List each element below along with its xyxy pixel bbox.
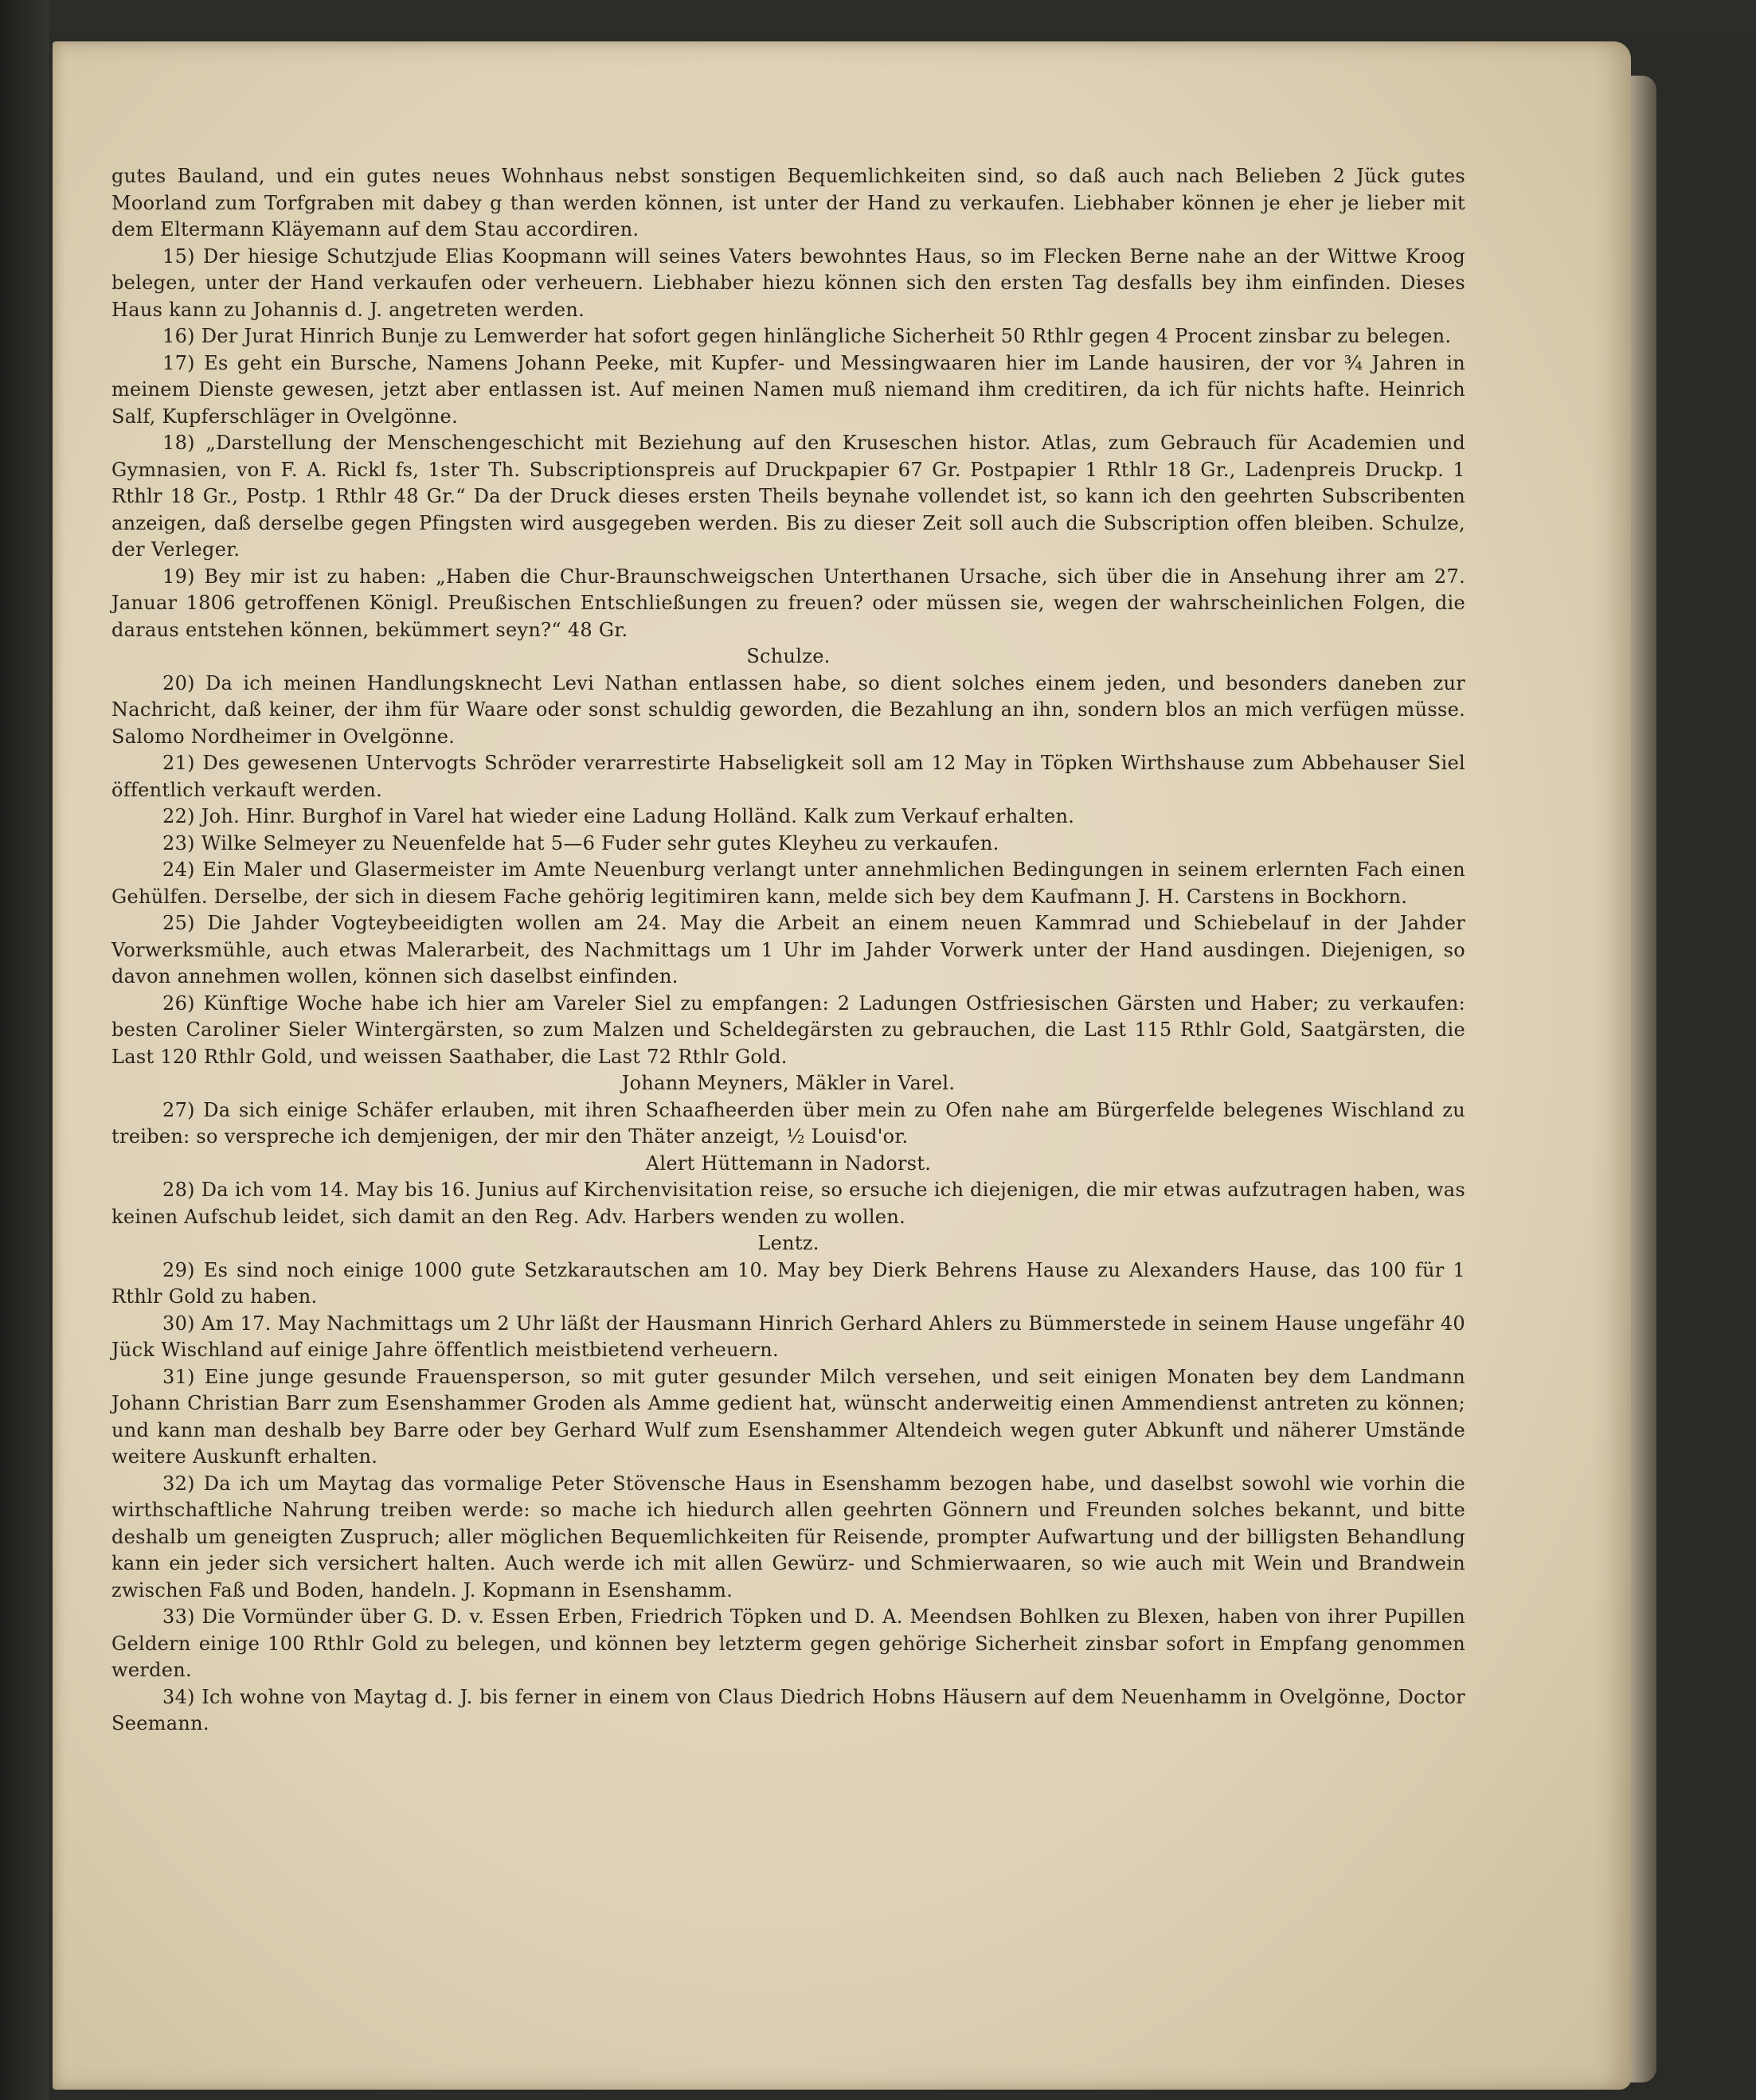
notice-entry: 23) Wilke Selmeyer zu Neuenfelde hat 5—6 Fuder sehr gutes Kleyheu zu verkaufen. bbox=[162, 831, 999, 854]
notice-entry: 32) Da ich um Maytag das vormalige Peter Stövensche Haus in Esenshamm bezogen habe, und daselbst sowohl wie vorhin die wirthschaftliche Nahrung treiben werde: so mache ich hiedurch allen geehrten Gönnern und Freunden solches bekannt, und bitte deshalb um geneigten Zuspruch; aller möglichen Bequemlichkeiten für Reisende, prompter Aufwartung und der billigsten Behandlung kann ein jeder sich versichert halten. Auch werde ich mit allen Gewürz- und Schmierwaaren, so wie auch mit Wein und Brandwein zwischen Faß und Boden, handeln. J. Kopmann in Esenshamm. bbox=[111, 1472, 1465, 1601]
notice-entry: 22) Joh. Hinr. Burghof in Varel hat wieder eine Ladung Holländ. Kalk zum Verkauf erhalten. bbox=[162, 805, 1075, 827]
notice-entry: gutes Bauland, und ein gutes neues Wohnhaus nebst sonstigen Bequemlichkeiten sind, so daß auch nach Belieben 2 Jück gutes Moorland zum Torfgraben mit dabey g than werden können, ist unter der Hand zu verkaufen. Liebhaber können je eher je lieber mit dem Eltermann Kläyemann auf dem Stau accordiren. bbox=[111, 165, 1465, 241]
notice-entry: 31) Eine junge gesunde Frauensperson, so mit guter gesunder Milch versehen, und seit einigen Monaten bey dem Landmann Johann Christian Barr zum Esenshammer Groden als Amme gedient hat, wünscht anderweitig einen Ammendienst antreten zu können; und kann man deshalb bey Barre oder bey Gerhard Wulf zum Esenshammer Altendeich wegen guter Abkunft und näherer Umstände weitere Auskunft erhalten. bbox=[111, 1365, 1465, 1468]
notice-signature: Heinrich Salf, Kupferschläger in Ovelgönne. bbox=[111, 378, 1466, 428]
scan-background-left bbox=[0, 0, 49, 2100]
notice-entry: 19) Bey mir ist zu haben: „Haben die Chur-Braunschweigschen Unterthanen Ursache, sich über die in Ansehung ihrer am 27. Januar 1806 getroffenen Königl. Preußischen Entschließungen zu freuen? oder müssen sie, wegen der wahrscheinlichen Folgen, die daraus entstehen können, bekümmert seyn?“ 48 Gr. bbox=[111, 565, 1465, 641]
notice-entry: 17) Es geht ein Bursche, Namens Johann Peeke, mit Kupfer- und Messingwaaren hier im Lande hausiren, der vor ¾ Jahren in meinem Dienste gewesen, jetzt aber entlassen ist. Auf meinen Namen muß niemand ihm creditiren, da ich für nichts hafte. Heinrich Salf, Kupferschläger in Ovelgönne. bbox=[111, 351, 1466, 428]
scan-background-top bbox=[0, 0, 1756, 32]
notice-entry: 30) Am 17. May Nachmittags um 2 Uhr läßt der Hausmann Hinrich Gerhard Ahlers zu Bümmerstede in seinem Hause ungefähr 40 Jück Wischland auf einige Jahre öffentlich meistbietend verheuern. bbox=[111, 1312, 1465, 1361]
notice-entry: 24) Ein Maler und Glasermeister im Amte Neuenburg verlangt unter annehmlichen Bedingungen in seinem erlernten Fach einen Gehülfen. Derselbe, der sich in diesem Fache gehörig legitimiren kann, melde sich bey dem Kaufmann J. H. Carstens in Bockhorn. bbox=[111, 858, 1465, 908]
notice-entry: 15) Der hiesige Schutzjude Elias Koopmann will seines Vaters bewohntes Haus, so im Flecken Berne nahe an der Wittwe Kroog belegen, unter der Hand verkaufen oder verheuern. Liebhaber hiezu können sich den ersten Tag desfalls bey ihm einfinden. Dieses Haus kann zu Johannis d. J. angetreten werden. bbox=[111, 244, 1465, 321]
notice-entry: 29) Es sind noch einige 1000 gute Setzkarautschen am 10. May bey Dierk Behrens Hause zu Alexanders Hause, das 100 für 1 Rthlr Gold zu haben. bbox=[111, 1258, 1465, 1308]
notice-signature: Salomo Nordheimer in Ovelgönne. bbox=[111, 725, 456, 748]
notice-entry: 28) Da ich vom 14. May bis 16. Junius auf Kirchenvisitation reise, so ersuche ich diejenigen, die mir etwas aufzutragen haben, was keinen Aufschub leidet, sich damit an den Reg. Adv. Harbers wenden zu wollen. bbox=[111, 1179, 1465, 1228]
notice-entry: 25) Die Jahder Vogteybeeidigten wollen am 24. May die Arbeit an einem neuen Kammrad und Schiebelauf in der Jahder Vorwerksmühle, auch etwas Malerarbeit, des Nachmittags um 1 Uhr im Jahder Vorwerk unter der Hand ausdingen. Diejenigen, so davon annehmen wollen, können sich daselbst einfinden. bbox=[111, 912, 1465, 987]
notices-text bbox=[111, 163, 1465, 1738]
notice-entry: 27) Da sich einige Schäfer erlauben, mit ihren Schaafheerden über mein zu Ofen nahe am Bürgerfelde belegenes Wischland zu treiben: so verspreche ich demjenigen, der mir den Thäter anzeigt, ½ Louisd'or. bbox=[111, 1098, 1465, 1148]
notice-entry: 20) Da ich meinen Handlungsknecht Levi Nathan entlassen habe, so dient solches einem jeden, und besonders daneben zur Nachricht, daß keiner, der ihm für Waare oder sonst schuldig geworden, die Bezahlung an ihn, sondern blos an mich verfügen müsse. Salomo Nordheimer in Ovelgönne. bbox=[111, 671, 1465, 748]
notice-signature: Alert Hüttemann in Nadorst. bbox=[645, 1152, 932, 1175]
notice-signature: J. Kopmann in Esenshamm. bbox=[463, 1578, 733, 1601]
notice-entry: 26) Künftige Woche habe ich hier am Vareler Siel zu empfangen: 2 Ladungen Ostfriesischen Gärsten und Haber; zu verkaufen: besten Caroliner Sieler Wintergärsten, so zum Malzen und Scheldegärsten zu gebrauchen, die Last 115 Rthlr Gold, Saatgärsten, die Last 120 Rthlr Gold, und weissen Saathaber, die Last 72 Rthlr Gold. bbox=[111, 991, 1465, 1068]
notice-signature: Lentz. bbox=[757, 1232, 819, 1254]
notice-signature: Doctor Seemann. bbox=[111, 1685, 1465, 1734]
notice-entry: 34) Ich wohne von Maytag d. J. bis ferner in einem von Claus Diedrich Hobns Häusern auf dem Neuenhamm in Ovelgönne, Doctor Seemann. bbox=[111, 1685, 1465, 1734]
notice-entry: 16) Der Jurat Hinrich Bunje zu Lemwerder hat sofort gegen hinlängliche Sicherheit 50 Rthlr gegen 4 Procent zinsbar zu belegen. bbox=[162, 325, 1452, 347]
notice-entry: 18) „Darstellung der Menschengeschicht mit Beziehung auf den Kruseschen histor. Atlas, zum Gebrauch für Academien und Gymnasien, von F. A. Rickl fs, 1ster Th. Subscriptionspreis auf Druckpapier 67 Gr. Postpapier 1 Rthlr 18 Gr., Ladenpreis Druckp. 1 Rthlr 18 Gr., Postp. 1 Rthlr 48 Gr.“ Da der Druck dieses ersten Theils beynahe vollendet ist, so kann ich den geehrten Subscribenten anzeigen, daß derselbe gegen Pfingsten wird ausgegeben werden. Bis zu dieser Zeit soll auch die Subscription offen bleiben. Schulze, der Verleger. bbox=[111, 432, 1465, 561]
notice-signature: Johann Meyners, Mäkler in Varel. bbox=[621, 1072, 956, 1094]
notice-signature: Schulze, der Verleger. bbox=[111, 511, 1465, 561]
notice-entry: 33) Die Vormünder über G. D. v. Essen Erben, Friedrich Töpken und D. A. Meendsen Bohlken zu Blexen, haben von ihrer Pupillen Geldern einige 100 Rthlr Gold zu belegen, und können bey letzterm gegen gehörige Sicherheit zinsbar sofort in Empfang genommen werden. bbox=[111, 1605, 1465, 1681]
notice-entry: 21) Des gewesenen Untervogts Schröder verarrestirte Habseligkeit soll am 12 May in Töpken Wirthshause zum Abbehauser Siel öffentlich verkauft werden. bbox=[111, 752, 1465, 801]
notice-signature: Schulze. bbox=[746, 645, 831, 667]
